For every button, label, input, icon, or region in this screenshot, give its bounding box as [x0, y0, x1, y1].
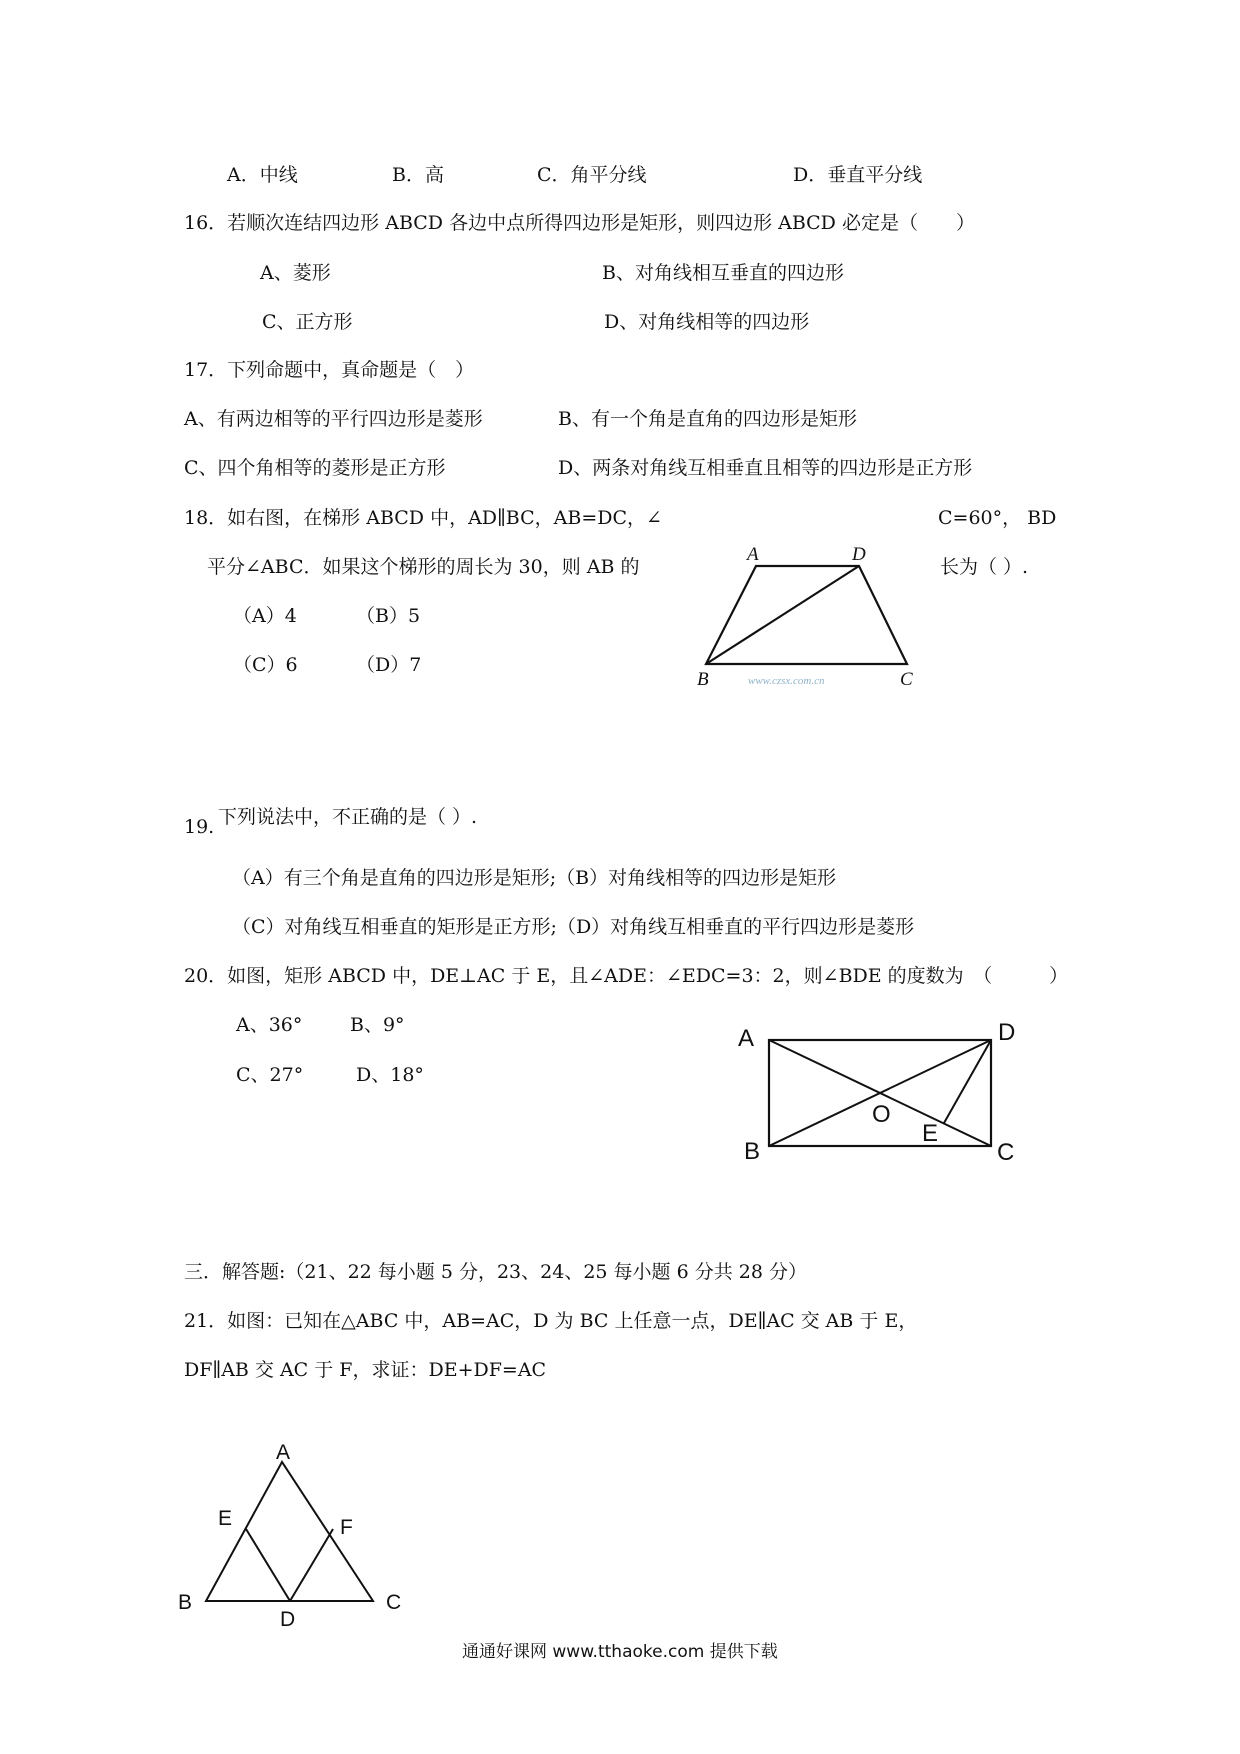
q20-option-c: C、27°	[236, 1064, 304, 1086]
q18-option-a: （A）4	[233, 605, 297, 627]
q20-label-a: A	[738, 1025, 755, 1052]
q17-option-c: C、四个角相等的菱形是正方形	[184, 457, 446, 479]
q19-options-ab: （A）有三个角是直角的四边形是矩形;（B）对角线相等的四边形是矩形	[232, 867, 837, 889]
q20-label-c: C	[997, 1139, 1015, 1166]
segment-de	[246, 1529, 290, 1601]
q19-stem: 下列说法中，不正确的是（ ）.	[218, 806, 478, 828]
q17-stem: 17．下列命题中，真命题是（ ）	[184, 359, 475, 381]
q18-option-b: （B）5	[356, 605, 421, 627]
q18-label-d: D	[852, 544, 866, 565]
q18-line2-right: 长为（ ）.	[940, 556, 1029, 578]
q16-option-b: B、对角线相互垂直的四边形	[602, 262, 844, 284]
q16-option-a: A、菱形	[260, 262, 331, 284]
q20-label-d: D	[998, 1019, 1016, 1046]
q20-label-e: E	[922, 1120, 939, 1147]
page-footer: 通通好课网 www.tthaoke.com 提供下载	[462, 1642, 778, 1662]
q16-stem: 16．若顺次连结四边形 ABCD 各边中点所得四边形是矩形，则四边形 ABCD 必定是（ ）	[184, 212, 975, 234]
q15-option-c: C．角平分线	[537, 164, 647, 186]
q18-line2-left: 平分∠ABC．如果这个梯形的周长为 30，则 AB 的	[207, 556, 640, 578]
q15-option-b: B．高	[392, 164, 444, 186]
section3-title: 三．解答题:（21、22 每小题 5 分，23、24、25 每小题 6 分共 28 分）	[184, 1261, 807, 1283]
q21-label-c: C	[386, 1591, 402, 1614]
q18-line1-right: C=60°， BD	[938, 507, 1057, 529]
q20-label-b: B	[744, 1138, 761, 1165]
q18-option-d: （D）7	[356, 654, 422, 676]
q16-option-d: D、对角线相等的四边形	[604, 311, 810, 333]
q19-number: 19.	[184, 816, 215, 838]
q17-option-d: D、两条对角线互相垂直且相等的四边形是正方形	[558, 457, 973, 479]
q18-label-b: B	[697, 669, 709, 690]
q20-option-a: A、36°	[236, 1014, 303, 1036]
q21-label-a: A	[276, 1441, 291, 1464]
q18-line1-left: 18．如右图，在梯形 ABCD 中，AD∥BC，AB=DC，∠	[184, 507, 662, 529]
q20-option-d: D、18°	[356, 1064, 424, 1086]
q21-label-f: F	[340, 1516, 353, 1539]
q21-label-d: D	[280, 1608, 296, 1631]
q15-option-a: A．中线	[227, 164, 298, 186]
q20-option-b: B、9°	[350, 1014, 405, 1036]
q15-option-d: D．垂直平分线	[793, 164, 923, 186]
q18-watermark: www.czsx.com.cn	[748, 675, 825, 687]
q21-label-e: E	[218, 1507, 233, 1530]
q21-label-b: B	[178, 1591, 193, 1614]
q18-label-c: C	[900, 669, 913, 690]
q21-line2: DF∥AB 交 AC 于 F，求证：DE+DF=AC	[184, 1359, 547, 1381]
q17-option-a: A、有两边相等的平行四边形是菱形	[184, 408, 483, 430]
q20-stem: 20．如图，矩形 ABCD 中，DE⊥AC 于 E，且∠ADE：∠EDC=3：2，则∠BDE 的度数为 （ ）	[184, 965, 1069, 987]
q18-option-c: （C）6	[233, 654, 298, 676]
q17-option-b: B、有一个角是直角的四边形是矩形	[558, 408, 857, 430]
q20-label-o: O	[872, 1101, 891, 1128]
q21-line1: 21．如图：已知在△ABC 中，AB=AC，D 为 BC 上任意一点，DE∥AC 交 AB 于 E，	[184, 1310, 918, 1332]
q19-options-cd: （C）对角线互相垂直的矩形是正方形;（D）对角线互相垂直的平行四边形是菱形	[232, 916, 915, 938]
segment-df	[290, 1529, 333, 1601]
q18-label-a: A	[747, 544, 759, 565]
q16-option-c: C、正方形	[262, 311, 353, 333]
